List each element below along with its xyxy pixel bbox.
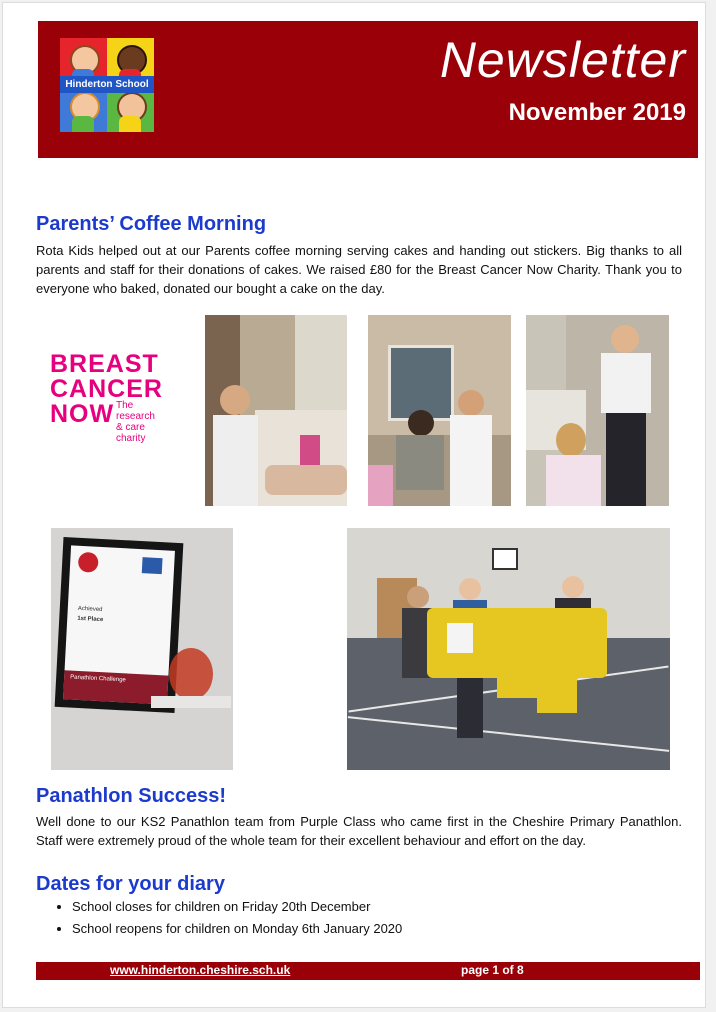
diary-list <box>36 896 402 940</box>
school-logo <box>60 38 154 132</box>
coffee-morning-photo-2 <box>368 315 511 506</box>
logo-school-name: Hinderton School <box>60 76 154 93</box>
newsletter-date: November 2019 <box>508 99 686 126</box>
newsletter-title: Newsletter <box>439 32 686 88</box>
diary-item: • School closes for children on Friday 20th December <box>72 896 402 918</box>
coffee-morning-photo-3 <box>526 315 669 506</box>
coffee-morning-heading: Parents’ Coffee Morning <box>36 213 267 235</box>
footer-bar <box>36 962 700 980</box>
page-number: page 1 of 8 <box>461 963 524 977</box>
panathlon-team-photo <box>347 528 670 770</box>
panathlon-heading: Panathlon Success! <box>36 785 227 807</box>
panathlon-text: Well done to our KS2 Panathlon team from Purple Class who came first in the Cheshire Primary Panathlon. Staff were extremely proud of the whole team for their excellent behaviour and effort on the day. <box>36 814 682 848</box>
coffee-morning-text: Rota Kids helped out at our Parents coffee morning serving cakes and handing out stickers. Big thanks to all parents and staff for their donations of cakes. We raised £80 for the Breast Cancer Now Charity. Thank you to everyone who baked, donated our bought a cake on the day. <box>36 243 682 296</box>
coffee-morning-photo-1 <box>205 315 347 506</box>
diary-item: • School reopens for children on Monday 6th January 2020 <box>72 918 402 940</box>
diary-heading: Dates for your diary <box>36 873 225 895</box>
header-banner <box>38 21 698 158</box>
breast-cancer-now-logo: BREAST CANCER NOW The research & care charity <box>50 350 163 444</box>
school-website-link[interactable]: www.hinderton.cheshire.sch.uk <box>110 963 291 977</box>
panathlon-certificate-photo: Achieved 1st Place Panathlon Challenge <box>51 528 233 770</box>
